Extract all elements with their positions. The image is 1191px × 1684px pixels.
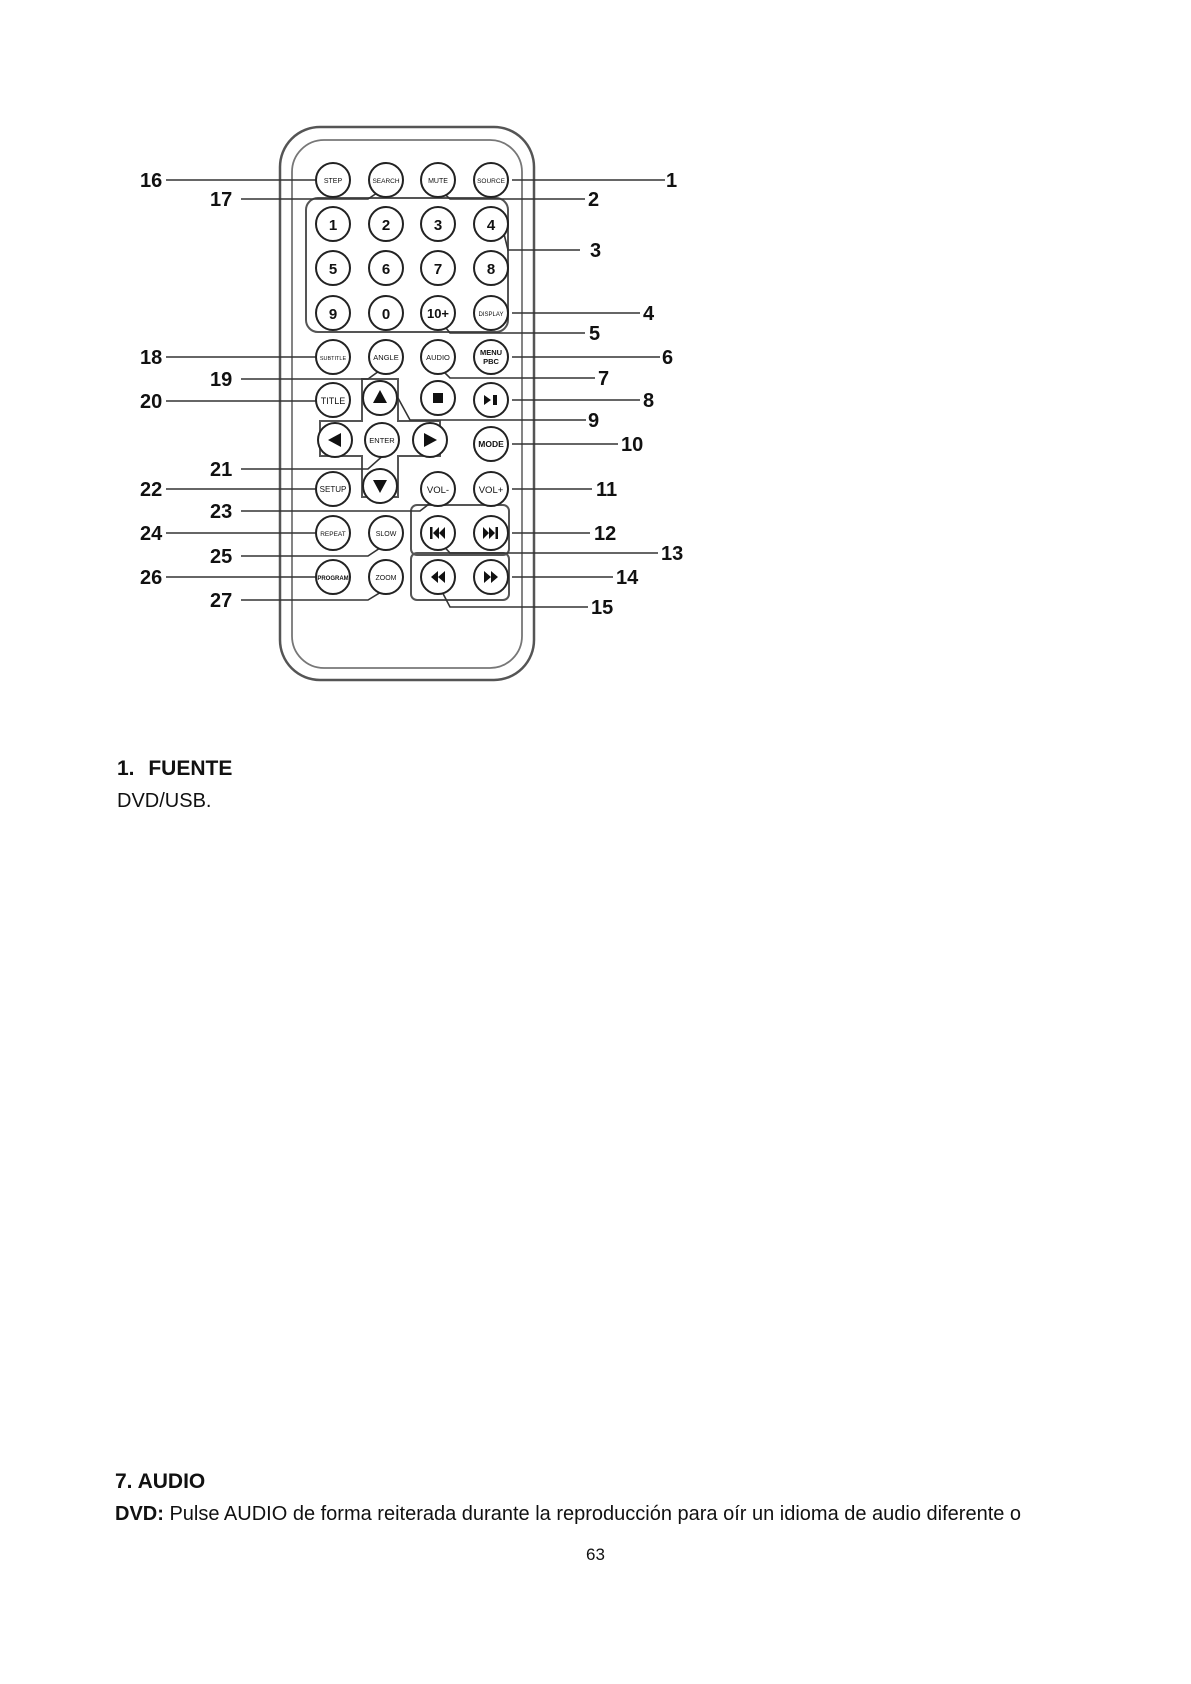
callout-21: 21 xyxy=(210,459,233,481)
angle-label: ANGLE xyxy=(373,353,399,362)
section-7-body-prefix: DVD: xyxy=(115,1503,164,1525)
number-6-label: 6 xyxy=(381,261,391,278)
section-7-body xyxy=(115,1503,1021,1526)
right-arrow-button[interactable] xyxy=(413,423,447,457)
mode-label: MODE xyxy=(478,439,504,449)
callout-16: 16 xyxy=(140,170,163,192)
source-label: SOURCE xyxy=(477,178,505,185)
display-button[interactable] xyxy=(474,296,508,330)
callout-19: 19 xyxy=(210,369,233,391)
callout-7: 7 xyxy=(598,368,610,390)
vol-plus-button[interactable] xyxy=(474,472,508,506)
step-button[interactable] xyxy=(316,163,350,197)
enter-button[interactable] xyxy=(365,423,399,457)
title-label: TITLE xyxy=(320,396,346,406)
number-8-label: 8 xyxy=(486,261,496,278)
search-label: SEARCH xyxy=(372,178,400,185)
number-button-3[interactable] xyxy=(421,207,455,241)
next-button[interactable] xyxy=(474,516,508,550)
step-label: STEP xyxy=(323,178,343,185)
callout-15: 15 xyxy=(591,597,614,619)
setup-button[interactable] xyxy=(316,472,350,506)
menu-pbc-button[interactable] xyxy=(474,340,508,374)
callout-9: 9 xyxy=(588,410,600,432)
audio-label: AUDIO xyxy=(426,353,450,362)
vol-minus-button[interactable] xyxy=(421,472,455,506)
number-4-label: 4 xyxy=(486,217,496,234)
callout-6: 6 xyxy=(662,347,674,369)
callout-3: 3 xyxy=(590,240,602,262)
number-button-1[interactable] xyxy=(316,207,350,241)
page-number: 63 xyxy=(586,1545,605,1564)
slow-label: SLOW xyxy=(375,531,397,538)
repeat-button[interactable] xyxy=(316,516,350,550)
stop-button[interactable] xyxy=(421,381,455,415)
number-button-0[interactable] xyxy=(369,296,403,330)
mute-button[interactable] xyxy=(421,163,455,197)
number-button-2[interactable] xyxy=(369,207,403,241)
number-button-4[interactable] xyxy=(474,207,508,241)
repeat-label: REPEAT xyxy=(320,531,346,538)
callout-20: 20 xyxy=(140,391,163,413)
subtitle-label: SUBTITLE xyxy=(319,356,347,362)
mode-button[interactable] xyxy=(474,427,508,461)
zoom-button[interactable] xyxy=(369,560,403,594)
number-1-label: 1 xyxy=(328,217,338,234)
zoom-label: ZOOM xyxy=(375,575,397,582)
down-arrow-button[interactable] xyxy=(363,469,397,503)
number-9-label: 9 xyxy=(328,306,338,323)
number-button-8[interactable] xyxy=(474,251,508,285)
section-1-number: 1. xyxy=(117,757,135,780)
callout-10: 10 xyxy=(621,434,644,456)
number-button-9[interactable] xyxy=(316,296,350,330)
angle-button[interactable] xyxy=(369,340,403,374)
vol-plus-label: VOL+ xyxy=(478,485,504,496)
remote-control-diagram xyxy=(110,120,710,690)
number-5-label: 5 xyxy=(328,261,338,278)
number-2-label: 2 xyxy=(381,217,391,234)
callout-22: 22 xyxy=(140,479,163,501)
ten-plus-label: 10+ xyxy=(426,306,450,321)
callout-24: 24 xyxy=(140,523,163,545)
section-1-heading xyxy=(117,757,232,781)
menu-label: MENU xyxy=(479,348,503,357)
up-arrow-button[interactable] xyxy=(363,381,397,415)
number-button-6[interactable] xyxy=(369,251,403,285)
play-pause-button[interactable] xyxy=(474,383,508,417)
section-1-title: FUENTE xyxy=(148,757,233,780)
title-button[interactable] xyxy=(316,383,350,417)
section-7-body-text: Pulse AUDIO de forma reiterada durante la reproducción para oír un idioma de audio diferente o xyxy=(163,1503,1022,1525)
fast-forward-button[interactable] xyxy=(474,560,508,594)
callout-23: 23 xyxy=(210,501,233,523)
number-3-label: 3 xyxy=(433,217,443,234)
callout-27: 27 xyxy=(210,590,233,612)
callout-25: 25 xyxy=(210,546,233,568)
section-7-heading: 7. AUDIO xyxy=(115,1470,206,1493)
number-button-7[interactable] xyxy=(421,251,455,285)
number-button-5[interactable] xyxy=(316,251,350,285)
callout-4: 4 xyxy=(643,303,655,325)
section-1-body: DVD/USB. xyxy=(117,790,212,812)
ten-plus-button[interactable] xyxy=(421,296,455,330)
slow-button[interactable] xyxy=(369,516,403,550)
callout-1: 1 xyxy=(666,170,678,192)
stop-icon xyxy=(433,393,443,403)
program-label: PROGRAM xyxy=(317,576,349,582)
callout-11: 11 xyxy=(596,479,618,501)
rewind-button[interactable] xyxy=(421,560,455,594)
vol-minus-label: VOL- xyxy=(426,485,450,496)
callout-17: 17 xyxy=(210,189,233,211)
number-7-label: 7 xyxy=(433,261,443,278)
source-button[interactable] xyxy=(474,163,508,197)
setup-label: SETUP xyxy=(319,485,347,494)
mute-label: MUTE xyxy=(428,178,448,185)
pbc-label: PBC xyxy=(483,357,499,366)
number-0-label: 0 xyxy=(381,306,391,323)
callout-18: 18 xyxy=(140,347,163,369)
callout-12: 12 xyxy=(594,523,617,545)
callout-8: 8 xyxy=(643,390,655,412)
program-button[interactable] xyxy=(316,560,350,594)
audio-button[interactable] xyxy=(421,340,455,374)
callout-2: 2 xyxy=(588,189,600,211)
callout-13: 13 xyxy=(661,543,684,565)
left-arrow-button[interactable] xyxy=(318,423,352,457)
enter-label: ENTER xyxy=(369,436,395,445)
callout-5: 5 xyxy=(589,323,601,345)
previous-button[interactable] xyxy=(421,516,455,550)
callout-26: 26 xyxy=(140,567,163,589)
search-button[interactable] xyxy=(369,163,403,197)
display-label: DISPLAY xyxy=(478,312,504,318)
callout-14: 14 xyxy=(616,567,639,589)
subtitle-button[interactable] xyxy=(316,340,350,374)
